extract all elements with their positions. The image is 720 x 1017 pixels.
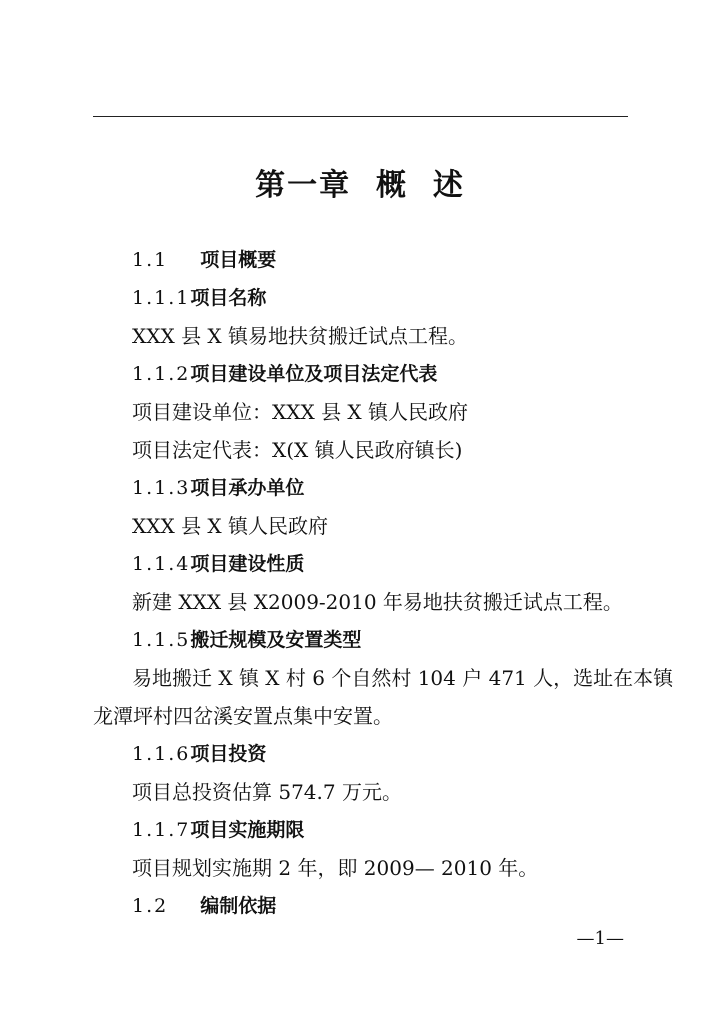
paragraph-project-name: XXX 县 X 镇易地扶贫搬迁试点工程。	[132, 324, 469, 348]
section-title: 项目名称	[190, 287, 267, 309]
section-title: 项目建设性质	[190, 553, 305, 575]
chapter-title: 第一章 概 述	[255, 168, 465, 203]
section-title: 编制依据	[200, 895, 277, 917]
section-title: 搬迁规模及安置类型	[190, 629, 362, 651]
paragraph-implementation-period: 项目规划实施期 2 年，即 2009— 2010 年。	[132, 856, 539, 880]
paragraph-undertaking-unit: XXX 县 X 镇人民政府	[132, 514, 329, 538]
section-heading-1-1	[132, 246, 276, 274]
section-number: 1.1.4	[132, 553, 191, 575]
section-number: 1.1.2	[132, 363, 191, 385]
section-title: 项目建设单位及项目法定代表	[190, 363, 438, 385]
section-title: 项目实施期限	[190, 819, 305, 841]
paragraph-legal-representative: 项目法定代表：X(X 镇人民政府镇长)	[132, 438, 463, 462]
section-title: 项目概要	[200, 249, 277, 271]
paragraph-construction-unit: 项目建设单位：XXX 县 X 镇人民政府	[132, 400, 469, 424]
header-rule	[93, 116, 628, 117]
paragraph-relocation-scale-continued: 龙潭坪村四岔溪安置点集中安置。	[93, 704, 393, 728]
section-number: 1.1.7	[132, 819, 191, 841]
page-number: —1—	[576, 928, 624, 949]
section-title: 项目承办单位	[190, 477, 305, 499]
section-heading-1-1-6	[132, 740, 266, 768]
section-heading-1-1-3	[132, 474, 304, 502]
section-number: 1.1	[132, 249, 169, 271]
section-heading-1-1-5	[132, 626, 361, 654]
section-heading-1-1-2	[132, 360, 437, 388]
section-number: 1.1.3	[132, 477, 191, 499]
section-heading-1-1-4	[132, 550, 304, 578]
paragraph-project-investment: 项目总投资估算 574.7 万元。	[132, 780, 402, 804]
section-number: 1.1.5	[132, 629, 191, 651]
section-number: 1.2	[132, 895, 169, 917]
paragraph-project-nature: 新建 XXX 县 X2009-2010 年易地扶贫搬迁试点工程。	[132, 590, 623, 614]
paragraph-relocation-scale: 易地搬迁 X 镇 X 村 6 个自然村 104 户 471 人，选址在本镇	[132, 666, 674, 690]
section-number: 1.1.6	[132, 743, 191, 765]
section-heading-1-1-7	[132, 816, 304, 844]
section-heading-1-1-1	[132, 284, 266, 312]
section-number: 1.1.1	[132, 287, 191, 309]
section-title: 项目投资	[190, 743, 267, 765]
section-heading-1-2	[132, 892, 276, 920]
